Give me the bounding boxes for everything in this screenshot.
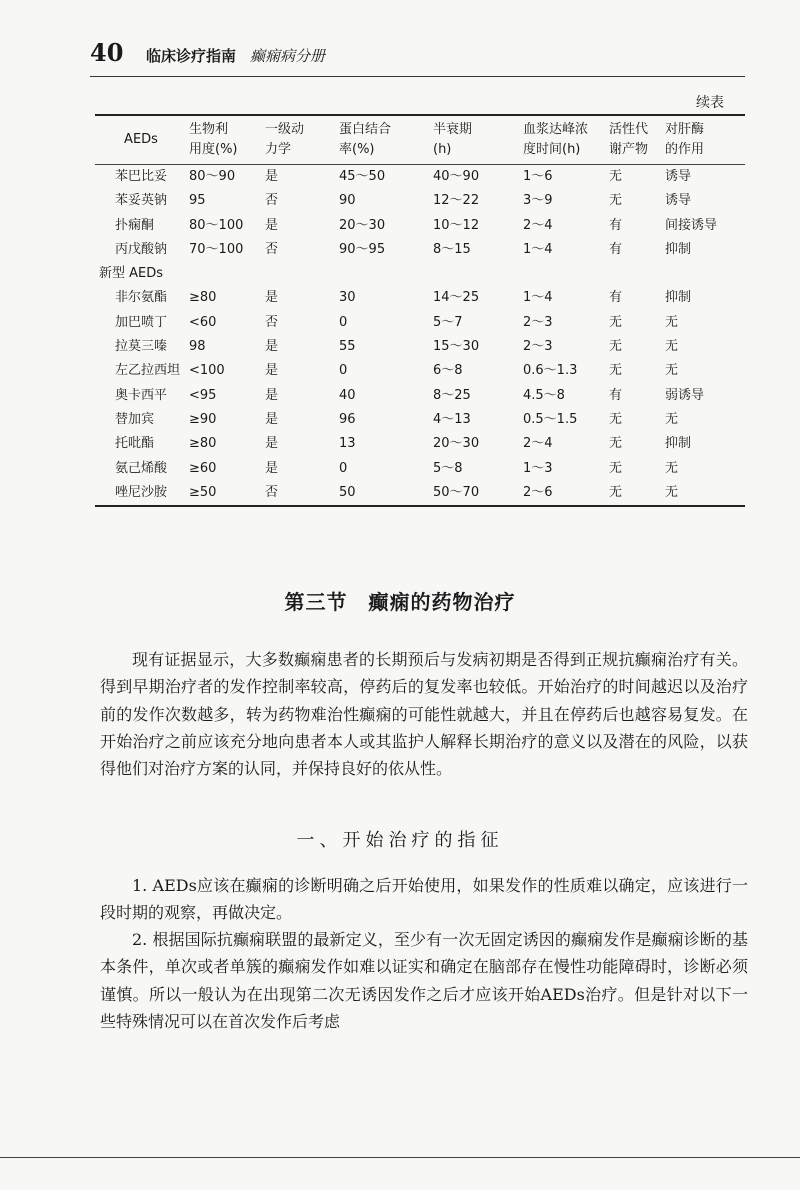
table-cell: ≥90 <box>189 411 217 427</box>
column-header-line: 率(%) <box>339 142 375 157</box>
table-cell: 无 <box>609 314 623 330</box>
table-cell: 55 <box>339 339 356 355</box>
table-continued-label: 续表 <box>696 95 724 111</box>
page-bottom-rule <box>0 1157 800 1158</box>
drug-name-cell: 氨己烯酸 <box>115 460 168 476</box>
table-cell: 无 <box>609 363 623 379</box>
table-cell: 90～95 <box>339 241 386 257</box>
table-cell: 抑制 <box>665 290 692 306</box>
table-row <box>95 189 745 213</box>
table-cell: 无 <box>609 193 623 209</box>
running-title: 临床诊疗指南 <box>146 47 237 65</box>
running-header <box>90 36 740 76</box>
column-header-line: 蛋白结合 <box>339 122 392 137</box>
column-header-line: 的作用 <box>665 142 705 157</box>
table-cell: 有 <box>609 241 623 257</box>
table-cell: 弱诱导 <box>665 387 705 403</box>
table-cell: 抑制 <box>665 241 692 257</box>
table-cell: <60 <box>189 314 217 330</box>
column-header <box>521 116 607 164</box>
table-cell: 70～100 <box>189 241 244 257</box>
column-header-line: 血浆达峰浓 <box>523 122 589 137</box>
table-cell: 是 <box>265 411 279 427</box>
table-cell: ≥60 <box>189 460 217 476</box>
table-cell: 12～22 <box>433 193 480 209</box>
page-number: 40 <box>90 38 124 67</box>
running-subtitle: 癫痫病分册 <box>250 47 326 65</box>
table-cell: 8～15 <box>433 241 471 257</box>
table-cell: 5～7 <box>433 314 463 330</box>
table-cell: 1～4 <box>523 241 553 257</box>
table-cell: 无 <box>609 169 623 184</box>
table-header-row <box>95 116 745 164</box>
table-cell: 80～90 <box>189 169 236 184</box>
section-title: 第三节 癫痫的药物治疗 <box>284 590 516 614</box>
drug-name-cell: 扑痫酮 <box>115 217 155 233</box>
table-cell: 0.6～1.3 <box>523 363 578 379</box>
table-cell: 无 <box>609 411 623 427</box>
table-cell: 是 <box>265 217 279 233</box>
table-cell: 否 <box>265 241 279 257</box>
column-header-line: (h) <box>433 142 452 157</box>
table-cell: 1～4 <box>523 290 553 306</box>
table-cell: 2～6 <box>523 484 553 500</box>
table-cell: 有 <box>609 290 623 306</box>
table-row <box>95 335 745 359</box>
table-cell: 14～25 <box>433 290 480 306</box>
drug-name-cell: 替加宾 <box>115 411 155 427</box>
table-cell: 20～30 <box>339 217 386 233</box>
drug-name-cell: 托吡酯 <box>115 436 155 452</box>
table-cell: 2～4 <box>523 436 553 452</box>
drug-name-cell: 加巴喷丁 <box>115 314 168 330</box>
table-cell: 4～13 <box>433 411 471 427</box>
table-cell: 是 <box>265 290 279 306</box>
table-cell: 抑制 <box>665 436 692 452</box>
table-cell: 13 <box>339 436 356 452</box>
table-cell: 无 <box>609 436 623 452</box>
table-cell: 20～30 <box>433 436 480 452</box>
table-cell: 无 <box>665 411 679 427</box>
column-header-line: 力学 <box>265 142 292 157</box>
column-header-line: 活性代 <box>609 122 649 137</box>
table-row <box>95 311 745 335</box>
drug-name-cell: 拉莫三嗪 <box>115 339 168 355</box>
table-cell: 诱导 <box>665 169 692 184</box>
drug-name-cell: 唑尼沙胺 <box>115 484 168 500</box>
table-cell: 是 <box>265 363 279 379</box>
column-header-line: 对肝酶 <box>665 122 705 137</box>
table-cell: 否 <box>265 314 279 330</box>
table-row <box>95 214 745 238</box>
header-rule <box>90 76 745 77</box>
table-cell: 2～3 <box>523 314 553 330</box>
table-cell: 无 <box>609 339 623 355</box>
table-bottom-rule <box>95 505 745 507</box>
column-header <box>607 116 663 164</box>
table-cell: 95 <box>189 193 206 209</box>
table-row <box>95 286 745 310</box>
table-cell: 是 <box>265 460 279 476</box>
table-cell: 是 <box>265 387 279 403</box>
table-row <box>95 238 745 262</box>
table-cell: 无 <box>609 484 623 500</box>
table-cell: 40～90 <box>433 169 480 184</box>
table-cell: 50 <box>339 484 356 500</box>
table-cell: 否 <box>265 193 279 209</box>
table-cell: 1～3 <box>523 460 553 476</box>
drug-name-cell: 苯妥英钠 <box>115 193 168 209</box>
table-cell: 无 <box>609 460 623 476</box>
table-cell: 是 <box>265 339 279 355</box>
table-cell: 间接诱导 <box>665 217 718 233</box>
table-cell: 50～70 <box>433 484 480 500</box>
table-cell: 5～8 <box>433 460 463 476</box>
table-row <box>95 432 745 456</box>
table-row <box>95 165 745 189</box>
table-cell: 0.5～1.5 <box>523 411 578 427</box>
column-header-line: AEDs <box>124 132 158 147</box>
table-cell: 80～100 <box>189 217 244 233</box>
column-header <box>431 116 521 164</box>
table-cell: 2～3 <box>523 339 553 355</box>
table-cell: 90 <box>339 193 356 209</box>
table-cell: 无 <box>665 314 679 330</box>
drug-name-cell: 左乙拉西坦 <box>115 363 181 379</box>
table-cell: 40 <box>339 387 356 403</box>
table-row <box>95 359 745 383</box>
table-cell: 0 <box>339 460 348 476</box>
table-cell: 98 <box>189 339 206 355</box>
table-cell: ≥50 <box>189 484 217 500</box>
column-header <box>187 116 263 164</box>
table-cell: 否 <box>265 484 279 500</box>
table-cell: ≥80 <box>189 436 217 452</box>
table-cell: 有 <box>609 387 623 403</box>
table-cell: 30 <box>339 290 356 306</box>
drug-name-cell: 奥卡西平 <box>115 387 168 403</box>
drug-name-cell: 非尔氨酯 <box>115 290 168 306</box>
table-cell: <95 <box>189 387 217 403</box>
table-cell: <100 <box>189 363 225 379</box>
column-header-line: 谢产物 <box>609 142 649 157</box>
column-header-line: 度时间(h) <box>523 142 581 157</box>
table-cell: 6～8 <box>433 363 463 379</box>
table-cell: ≥80 <box>189 290 217 306</box>
table-cell: 无 <box>665 339 679 355</box>
table-cell: 是 <box>265 436 279 452</box>
table-cell: 3～9 <box>523 193 553 209</box>
table-cell: 2～4 <box>523 217 553 233</box>
pharmacokinetics-table <box>95 114 745 507</box>
column-header <box>337 116 431 164</box>
table-row <box>95 384 745 408</box>
table-cell: 10～12 <box>433 217 480 233</box>
table-row <box>95 457 745 481</box>
table-cell: 0 <box>339 314 348 330</box>
table-cell: 无 <box>665 363 679 379</box>
table-cell: 0 <box>339 363 348 379</box>
table-row <box>95 481 745 505</box>
column-header-line: 用度(%) <box>189 142 238 157</box>
column-header-line: 半衰期 <box>433 122 473 137</box>
table-cell: 45～50 <box>339 169 386 184</box>
table-cell: 1～6 <box>523 169 553 184</box>
drug-name-cell: 丙戊酸钠 <box>115 241 168 257</box>
drug-name-cell: 苯巴比妥 <box>115 169 168 184</box>
column-header <box>263 116 337 164</box>
item-paragraph-1: 1. AEDs应该在癫痫的诊断明确之后开始使用，如果发作的性质难以确定，应该进行一段时期的观察，再做决定。 <box>100 876 748 923</box>
column-header-line: 生物利 <box>189 122 229 137</box>
table-row <box>95 408 745 432</box>
group-label: 新型 AEDs <box>99 266 164 282</box>
table-cell: 96 <box>339 411 356 427</box>
table-cell: 15～30 <box>433 339 480 355</box>
table-group-row <box>95 262 745 286</box>
column-header <box>95 116 187 164</box>
column-header <box>663 116 745 164</box>
table-cell: 无 <box>665 484 679 500</box>
table-cell: 4.5～8 <box>523 387 565 403</box>
table-cell: 有 <box>609 217 623 233</box>
item-paragraph-2: 2. 根据国际抗癫痫联盟的最新定义，至少有一次无固定诱因的癫痫发作是癫痫诊断的基本条件，单次或者单簇的癫痫发作如难以证实和确定在脑部存在慢性功能障碍时，诊断必须谨慎。所以一般认为在出现第二次无诱因发作之后才应该开始AEDs治疗。但是针对以下一些特殊情况可以在首次发作后考虑 <box>100 930 748 1031</box>
table-cell: 8～25 <box>433 387 471 403</box>
table-cell: 诱导 <box>665 193 692 209</box>
subheading: 一、开始治疗的指征 <box>296 830 504 851</box>
column-header-line: 一级动 <box>265 122 305 137</box>
intro-paragraph: 现有证据显示，大多数癫痫患者的长期预后与发病初期是否得到正规抗癫痫治疗有关。得到早期治疗者的发作控制率较高，停药后的复发率也较低。开始治疗的时间越迟以及治疗前的发作次数越多，转为药物难治性癫痫的可能性就越大，并且在停药后也越容易复发。在开始治疗之前应该充分地向患者本人或其监护人解释长期治疗的意义以及潜在的风险，以获得他们对治疗方案的认同，并保持良好的依从性。 <box>100 650 748 779</box>
table-cell: 是 <box>265 169 279 184</box>
table-cell: 无 <box>665 460 679 476</box>
